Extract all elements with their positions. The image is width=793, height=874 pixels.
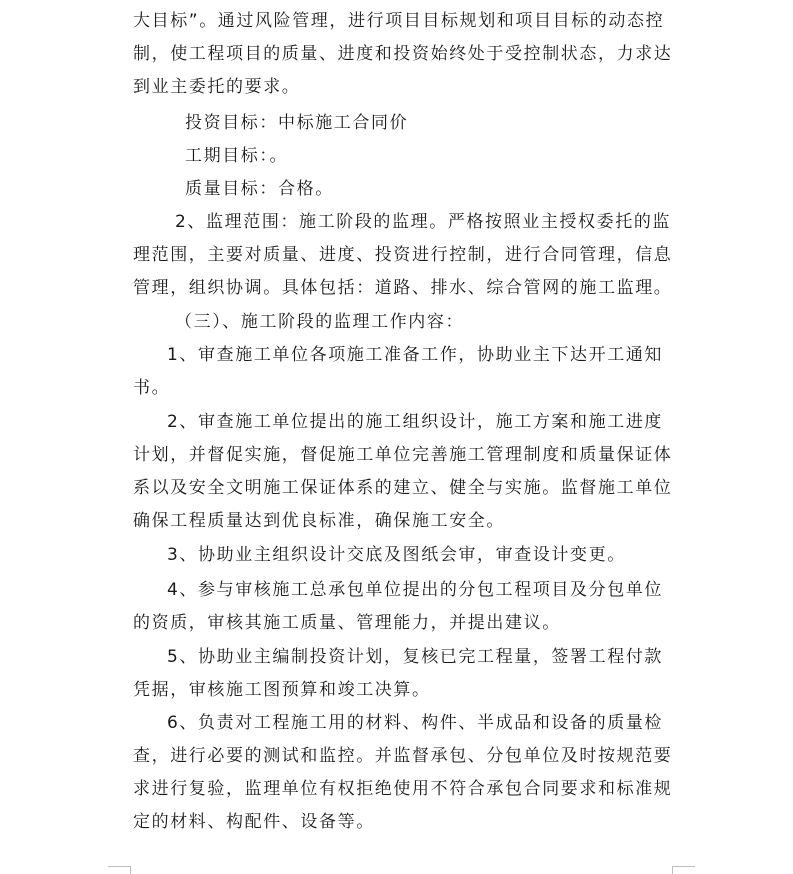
paragraph-quality-target: 质量目标：合格。 [185, 179, 334, 199]
list-item-3: 3、协助业主组织设计交底及图纸会审，审查设计变更。 [167, 545, 626, 565]
section-heading-construction-phase: （三）、施工阶段的监理工作内容： [175, 312, 465, 332]
paragraph-investment-target: 投资目标：中标施工合同价 [185, 113, 409, 133]
list-item-2: 2、审查施工单位提出的施工组织设计，施工方案和施工进度计划，并督促实施，督促施工单位完善施工管理制度和质量保证体系以及安全文明施工保证体系的建立、健全与实施。监督施工单位确保工程质量达到优良标准，确保施工安全。 [133, 412, 673, 531]
paragraph-schedule-target: 工期目标：。 [185, 146, 289, 166]
list-item-4: 4、参与审核施工总承包单位提出的分包工程项目及分包单位的资质，审核其施工质量、管理能力，并提出建议。 [133, 580, 664, 633]
paragraph-objectives-intro: 大目标”。通过风险管理，进行项目目标规划和项目目标的动态控制，使工程项目的质量、进度和投资始终处于受控制状态，力求达到业主委托的要求。 [133, 11, 673, 97]
list-item-1: 1、审查施工单位各项施工准备工作，协助业主下达开工通知书。 [133, 345, 664, 398]
paragraph-supervision-scope: 2、监理范围：施工阶段的监理。严格按照业主授权委托的监理范围，主要对质量、进度、投资进行控制，进行合同管理，信息管理，组织协调。具体包括：道路、排水、综合管网的施工监理。 [133, 212, 673, 298]
list-item-6: 6、负责对工程施工用的材料、构件、半成品和设备的质量检查，进行必要的测试和监控。并监督承包、分包单位及时按规范要求进行复验，监理单位有权拒绝使用不符合承包合同要求和标准规定的材料、构配件、设备等。 [133, 713, 673, 832]
list-item-5: 5、协助业主编制投资计划，复核已完工程量，签署工程付款凭据，审核施工图预算和竣工决算。 [133, 647, 664, 700]
